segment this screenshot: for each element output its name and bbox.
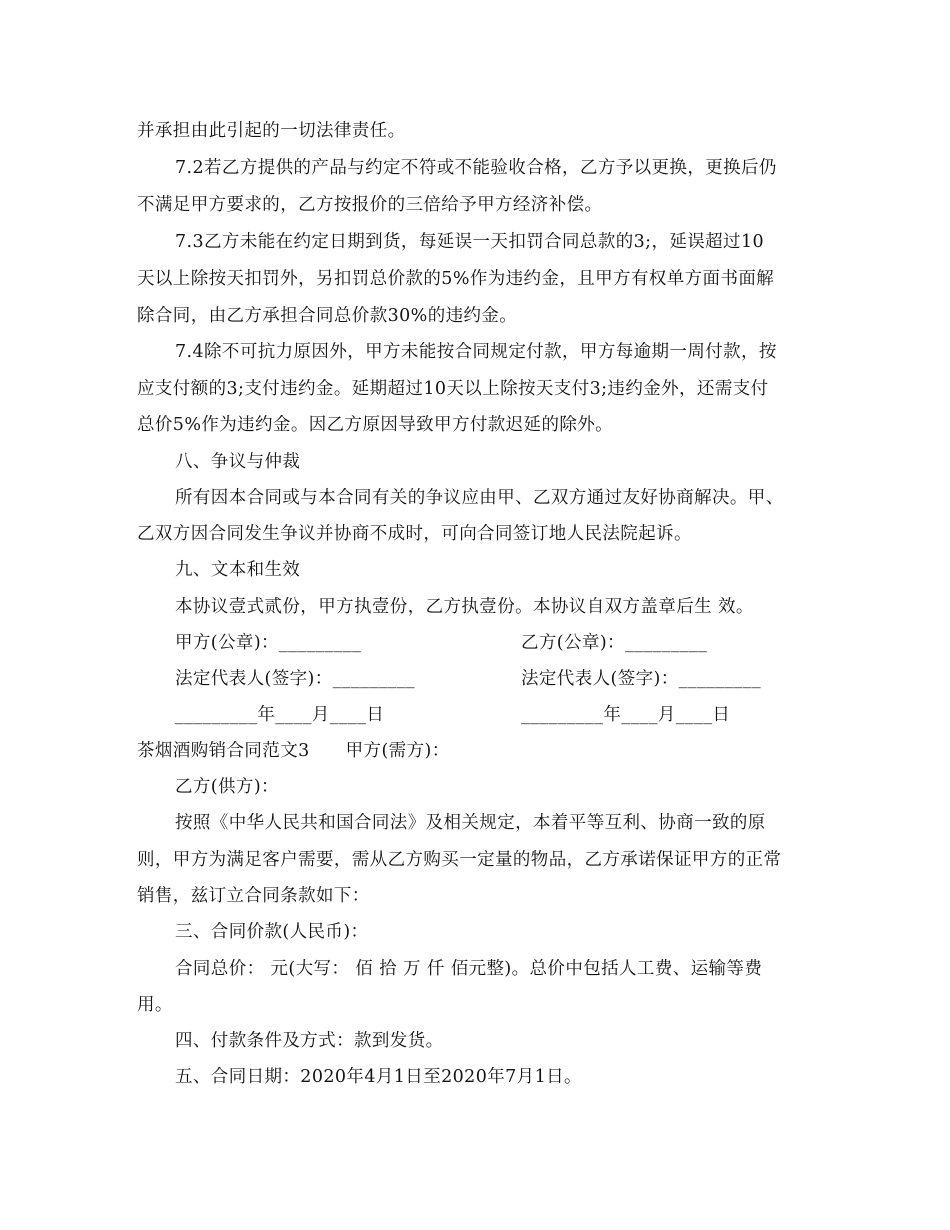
- clause-7-2-line: 7.2若乙方提供的产品与约定不符或不能验收合格，乙方予以更换，更换后仍: [175, 158, 777, 178]
- intro-line: 按照《中华人民共和国合同法》及相关规定，本着平等互利、协商一致的原: [175, 813, 766, 833]
- clause-7-4-line: 总价5%作为违约金。因乙方原因导致甲方付款迟延的除外。: [137, 415, 614, 435]
- party-b-representative-field: 法定代表人(签字)：_________: [521, 669, 762, 689]
- party-a-date-field: _________年____月____日: [175, 705, 385, 725]
- section-heading-5: 五、合同日期：2020年4月1日至2020年7月1日。: [175, 1067, 582, 1087]
- clause-7-3-line: 7.3乙方未能在约定日期到货，每延误一天扣罚合同总款的3;，延误超过10: [175, 232, 765, 252]
- section-heading-3: 三、合同价款(人民币)：: [175, 922, 369, 942]
- paragraph-line: 并承担由此引起的一切法律责任。: [137, 121, 406, 141]
- party-a-representative-field: 法定代表人(签字)：_________: [175, 669, 416, 689]
- party-b-seal-field: 乙方(公章)：_________: [521, 633, 708, 653]
- contract-title-line: [137, 740, 450, 762]
- paragraph-line: 乙双方因合同发生争议并协商不成时，可向合同签订地人民法院起诉。: [137, 524, 692, 544]
- party-a-label: 甲方(需方)：: [345, 741, 450, 761]
- section-heading-4: 四、付款条件及方式：款到发货。: [175, 1031, 444, 1051]
- section-heading-8: 八、争议与仲裁: [175, 452, 301, 472]
- clause-7-4-line: 应支付额的3;支付违约金。延期超过10天以上除按天支付3;违约金外，还需支付: [137, 379, 769, 399]
- intro-line: 则，甲方为满足客户需要，需从乙方购买一定量的物品，乙方承诺保证甲方的正常: [137, 850, 782, 870]
- section-heading-9: 九、文本和生效: [175, 560, 301, 580]
- paragraph-line: 所有因本合同或与本合同有关的争议应由甲、乙双方通过友好协商解决。甲、: [175, 488, 784, 508]
- party-b-label: 乙方(供方)：: [175, 777, 279, 797]
- clause-7-4-line: 7.4除不可抗力原因外，甲方未能按合同规定付款，甲方每逾期一周付款，按: [175, 342, 777, 362]
- paragraph-line: 本协议壹式贰份，甲方执壹份，乙方执壹份。本协议自双方盖章后生 效。: [175, 597, 754, 617]
- clause-7-3-line: 天以上除按天扣罚外，另扣罚总价款的5%作为违约金，且甲方有权单方面书面解: [137, 269, 775, 289]
- clause-7-2-line: 不满足甲方要求的，乙方按报价的三倍给予甲方经济补偿。: [137, 195, 603, 215]
- contract-title: 茶烟酒购销合同范文3: [137, 741, 310, 761]
- price-line: 合同总价： 元(大写： 佰 拾 万 仟 佰元整)。总价中包括人工费、运输等费: [175, 959, 763, 979]
- party-b-date-field: _________年____月____日: [521, 705, 731, 725]
- intro-line: 销售，兹订立合同条款如下：: [137, 886, 370, 906]
- price-line: 用。: [137, 995, 173, 1015]
- party-a-seal-field: 甲方(公章)：_________: [175, 633, 362, 653]
- clause-7-3-line: 除合同，由乙方承担合同总价款30%的违约金。: [137, 306, 518, 326]
